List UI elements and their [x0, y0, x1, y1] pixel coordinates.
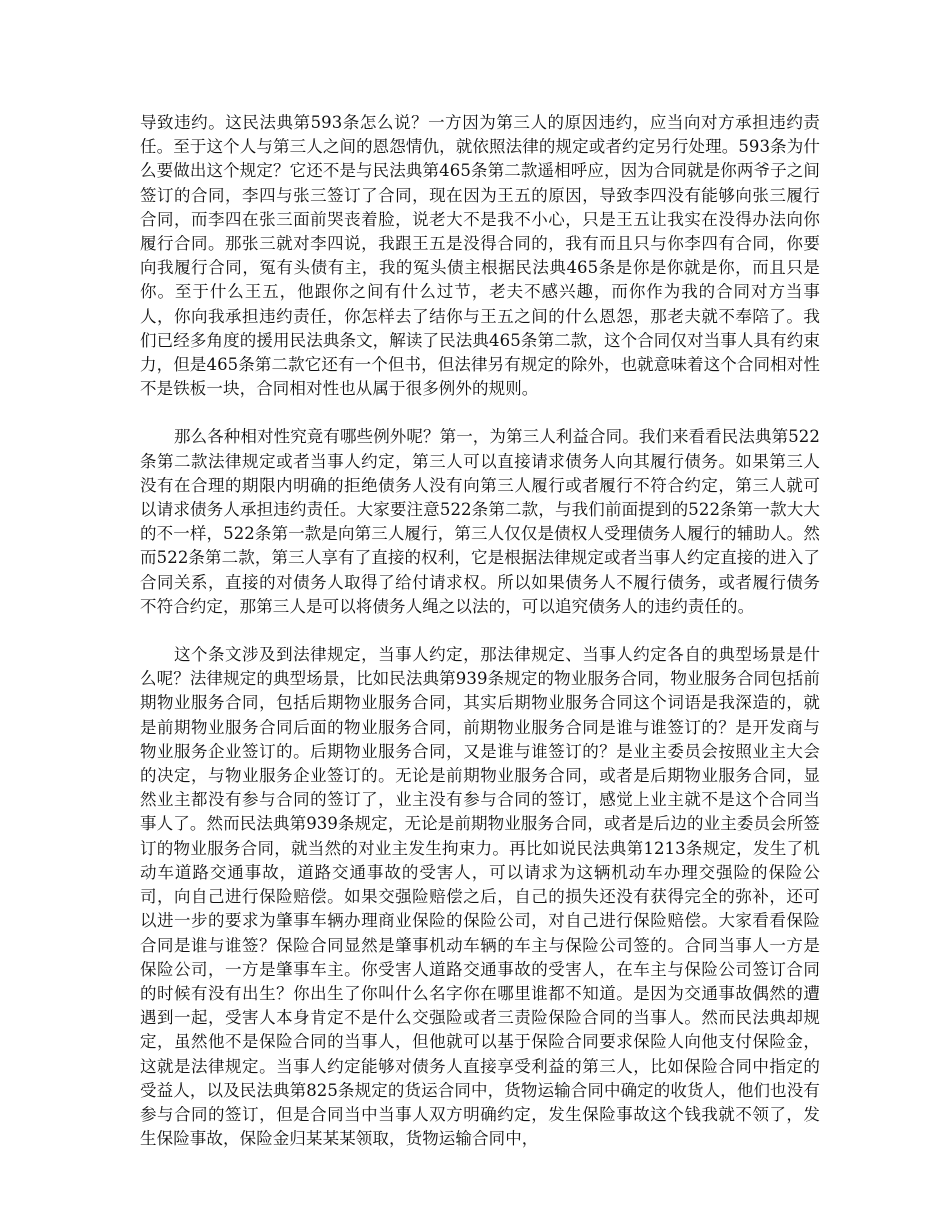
- document-body: [140, 111, 820, 1151]
- paragraph: 这个条文涉及到法律规定，当事人约定，那法律规定、当事人约定各自的典型场景是什么呢？法律规定的典型场景，比如民法典第939条规定的物业服务合同，物业服务合同包括前期物业服务合同，包括后期物业服务合同，其实后期物业服务合同这个词语是我深造的，就是前期物业服务合同后面的物业服务合同，前期物业服务合同是谁与谁签订的？是开发商与物业服务企业签订的。后期物业服务合同，又是谁与谁签订的？是业主委员会按照业主大会的决定，与物业服务企业签订的。无论是前期物业服务合同，或者是后期物业服务合同，显然业主都没有参与合同的签订了，业主没有参与合同的签订，感觉上业主就不是这个合同当事人了。然而民法典第939条规定，无论是前期物业服务合同，或者是后边的业主委员会所签订的物业服务合同，就当然的对业主发生拘束力。再比如说民法典第1213条规定，发生了机动车道路交通事故，道路交通事故的受害人，可以请求为这辆机动车办理交强险的保险公司，向自己进行保险赔偿。如果交强险赔偿之后，自己的损失还没有获得完全的弥补，还可以进一步的要求为肇事车辆办理商业保险的保险公司，对自己进行保险赔偿。大家看看保险合同是谁与谁签？保险合同显然是肇事机动车辆的车主与保险公司签的。合同当事人一方是保险公司，一方是肇事车主。你受害人道路交通事故的受害人，在车主与保险公司签订合同的时候有没有出生？你出生了你叫什么名字你在哪里谁都不知道。是因为交通事故偶然的遭遇到一起，受害人本身肯定不是什么交强险或者三责险保险合同的当事人。然而民法典却规定，虽然他不是保险合同的当事人，但他就可以基于保险合同要求保险人向他支付保险金，这就是法律规定。当事人约定能够对债务人直接享受利益的第三人，比如保险合同中指定的受益人，以及民法典第825条规定的货运合同中，货物运输合同中确定的收货人，他们也没有参与合同的签订，但是合同当中当事人双方明确约定，发生保险事故这个钱我就不领了，发生保险事故，保险金归某某某领取，货物运输合同中，: [140, 645, 820, 1149]
- paragraph: 那么各种相对性究竟有哪些例外呢？第一，为第三人利益合同。我们来看看民法典第522条第二款法律规定或者当事人约定，第三人可以直接请求债务人向其履行债务。如果第三人没有在合理的期限内明确的拒绝债务人没有向第三人履行或者履行不符合约定，第三人就可以请求债务人承担违约责任。大家要注意522条第二款，与我们前面提到的522条第一款大大的不一样，522条第一款是向第三人履行，第三人仅仅是债权人受理债务人履行的辅助人。然而522条第二款，第三人享有了直接的权利，它是根据法律规定或者当事人约定直接的进入了合同关系，直接的对债务人取得了给付请求权。所以如果债务人不履行债务，或者履行债务不符合约定，那第三人是可以将债务人绳之以法的，可以追究债务人的违约责任的。: [140, 427, 820, 616]
- paragraph: 导致违约。这民法典第593条怎么说？一方因为第三人的原因违约，应当向对方承担违约责任。至于这个人与第三人之间的恩怨情仇，就依照法律的规定或者约定另行处理。593条为什么要做出这个规定？它还不是与民法典第465条第二款遥相呼应，因为合同就是你两爷子之间签订的合同，李四与张三签订了合同，现在因为王五的原因，导致李四没有能够向张三履行合同，而李四在张三面前哭丧着脸，说老大不是我不小心，只是王五让我实在没得办法向你履行合同。那张三就对李四说，我跟王五是没得合同的，我有而且只与你李四有合同，你要向我履行合同，冤有头债有主，我的冤头债主根据民法典465条是你是你就是你，而且只是你。至于什么王五，他跟你之间有什么过节，老夫不感兴趣，而你作为我的合同对方当事人，你向我承担违约责任，你怎样去了结你与王五之间的什么恩怨，那老夫就不奉陪了。我们已经多角度的援用民法典条文，解读了民法典465条第二款，这个合同仅对当事人具有约束力，但是465条第二款它还有一个但书，但法律另有规定的除外，也就意味着这个合同相对性不是铁板一块，合同相对性也从属于很多例外的规则。: [140, 113, 820, 399]
